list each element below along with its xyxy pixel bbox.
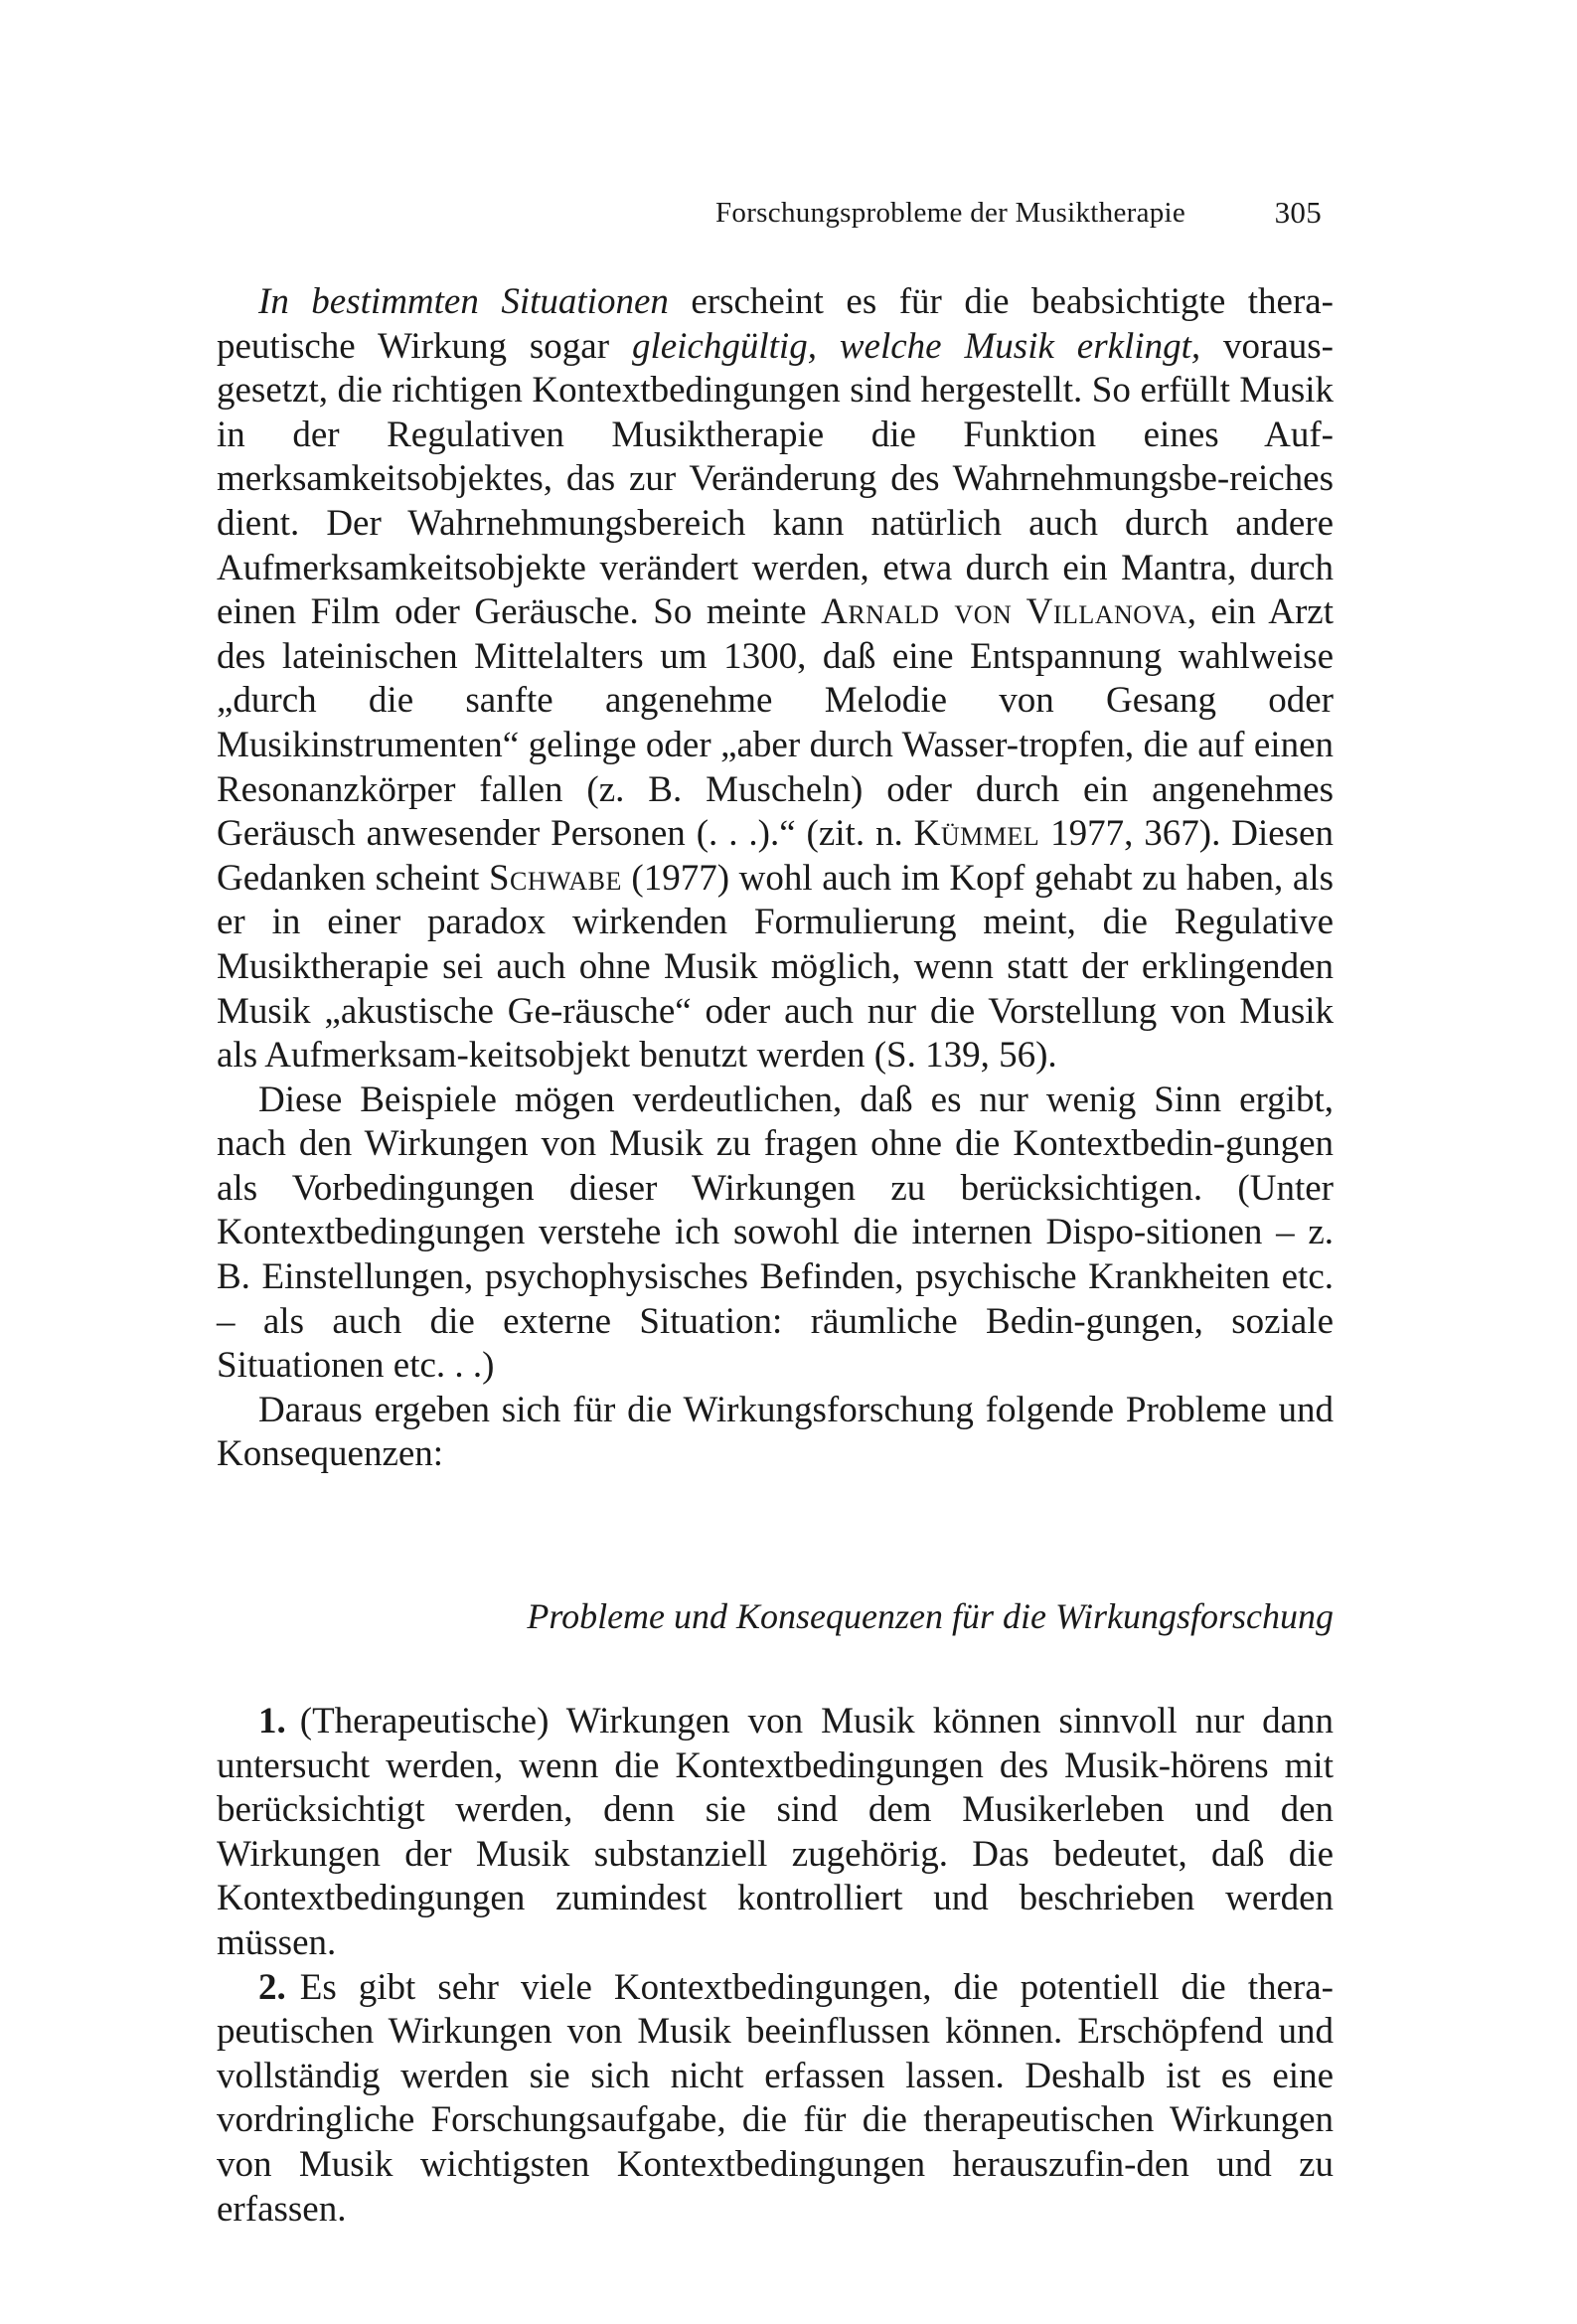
section-heading: Probleme und Konsequenzen für die Wirkungsforschung bbox=[527, 1596, 1334, 1637]
emphasis-music: gleichgültig, welche Musik erklingt, bbox=[631, 325, 1201, 367]
author-name-kuemmel: Kümmel bbox=[913, 813, 1040, 855]
author-name-schwabe: Schwabe bbox=[488, 857, 622, 899]
paragraph-1 bbox=[217, 280, 1334, 1079]
list-number-1: 1. bbox=[258, 1701, 286, 1743]
list-text-2: Es gibt sehr viele Kontextbedingungen, die potentiell die thera-peutischen Wirkungen von Musik beeinflussen können. Erschöpfend und vollständig werden sie sich nicht erfassen lassen. Deshalb ist es eine vordringliche Forschungsaufgabe, die für die therapeutischen Wirkungen von Musik wichtigsten Kontextbedingungen herauszufin-den und zu erfassen. bbox=[217, 1966, 1334, 2230]
list-item-2 bbox=[217, 1966, 1334, 2233]
list-number-2: 2. bbox=[258, 1966, 286, 2008]
para1-text-e: (1977) wohl auch im Kopf gehabt zu haben, als er in einer paradox wirkenden Formulierung meint, die Regulative Musiktherapie sei auch ohne Musik möglich, wenn statt der erklingenden Musik „akustische Ge-räusche“ oder auch nur die Vorstellung von Musik als Aufmerksam-keitsobjekt benutzt werden (S. 139, 56). bbox=[217, 857, 1334, 1077]
paragraph-3: Daraus ergeben sich für die Wirkungsforschung folgende Probleme und Konsequenzen: bbox=[217, 1389, 1334, 1475]
main-text bbox=[217, 280, 1334, 2232]
page-number: 305 bbox=[1274, 195, 1322, 230]
list-item-1 bbox=[217, 1700, 1334, 1966]
paragraph-2: Diese Beispiele mögen verdeutlichen, daß es nur wenig Sinn ergibt, nach den Wirkungen von Musik zu fragen ohne die Kontextbedin-gungen als Vorbedingungen dieser Wirkungen zu berücksichtigen. (Unter Kontextbedingungen verstehe ich sowohl die internen Dispo-sitionen – z. B. Einstellungen, psychophysisches Befinden, psychische Krankheiten etc. – als auch die externe Situation: räumliche Bedin-gungen, soziale Situationen etc. . .) bbox=[217, 1079, 1334, 1387]
para1-text-b: voraus-gesetzt, die richtigen Kontextbedingungen sind hergestellt. So erfüllt Musik in der Regulativen Musiktherapie die Funktion eines Auf-merksamkeitsobjektes, das zur Veränderung des Wahrnehmungsbe-reiches dient. Der Wahrnehmungsbereich kann natürlich auch durch andere Aufmerksamkeitsobjekte verändert werden, etwa durch ein Mantra, durch einen Film oder Geräusche. So meinte bbox=[217, 325, 1335, 633]
para1-text-a: erscheint es für die beabsichtigte thera-peutische Wirkung sogar bbox=[217, 281, 1335, 367]
author-name-villanova: Arnald von Villanova bbox=[821, 591, 1187, 633]
section-spacer bbox=[217, 1477, 1334, 1594]
emphasis-situations: In bestimmten Situationen bbox=[258, 281, 669, 322]
list-text-1: (Therapeutische) Wirkungen von Musik können sinnvoll nur dann untersucht werden, wenn die Kontextbedingungen des Musik-hörens mit berücksichtigt werden, denn sie sind dem Musikerleben und den Wirkungen der Musik substanziell zugehörig. Das bedeutet, daß die Kontextbedingungen zumindest kontrolliert und beschrieben werden müssen. bbox=[217, 1701, 1334, 1963]
para1-text-d: 1977, 367). Diesen Gedanken scheint bbox=[217, 813, 1334, 899]
para1-text-c: , ein Arzt des lateinischen Mittelalters um 1300, daß eine Entspannung wahlweise „durch die sanfte angenehme Melodie von Gesang oder Musikinstrumenten“ gelinge oder „aber durch Wasser-tropfen, die auf einen Resonanzkörper fallen (z. B. Muscheln) oder durch ein angenehmes Geräusch anwesender Personen (. . .).“ (zit. n. bbox=[217, 591, 1334, 855]
running-title: Forschungsprobleme der Musiktherapie bbox=[715, 197, 1186, 229]
